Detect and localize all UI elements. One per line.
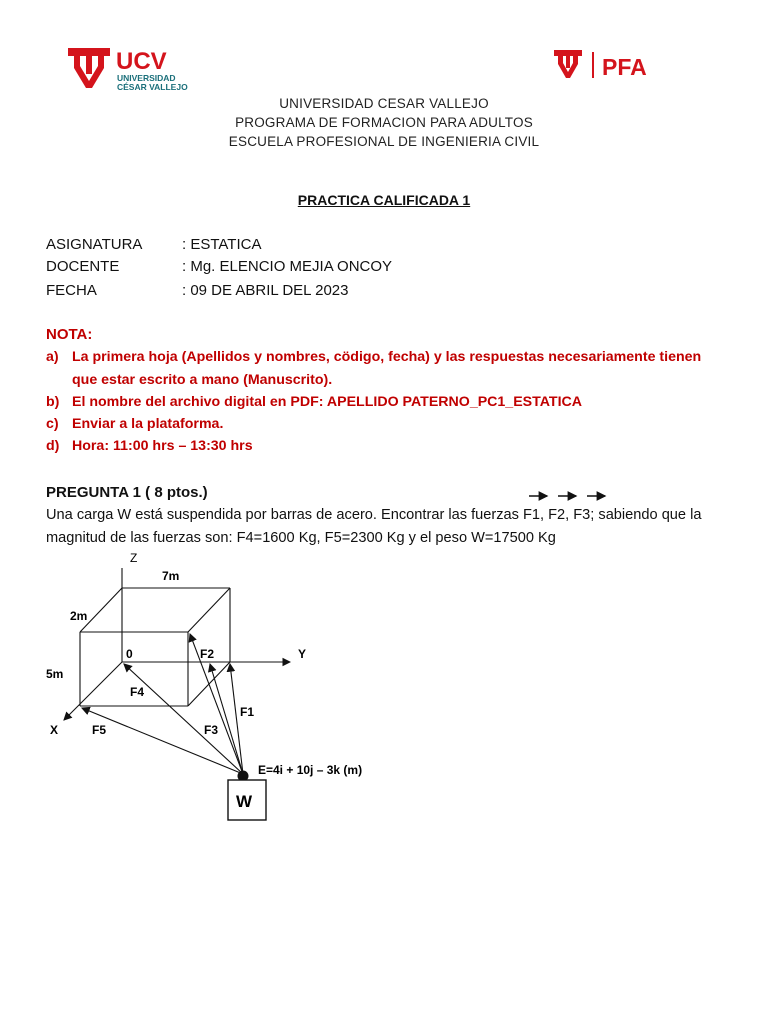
pfa-logo bbox=[552, 48, 672, 84]
info-value: : 09 DE ABRIL DEL 2023 bbox=[182, 282, 349, 299]
info-value: : Mg. ELENCIO MEJIA ONCOY bbox=[182, 258, 393, 275]
force-f2-line bbox=[210, 664, 243, 774]
force-f3-label: F3 bbox=[204, 723, 219, 737]
header-line-1: UNIVERSIDAD CESAR VALLEJO bbox=[279, 96, 489, 111]
nota-marker: d) bbox=[46, 438, 60, 454]
dim-7m-label: 7m bbox=[162, 569, 180, 583]
force-f5-line bbox=[82, 708, 243, 774]
nota-item-a-continued: que estar escrito a mano (Manuscrito). bbox=[72, 372, 333, 388]
info-value: : ESTATICA bbox=[182, 236, 262, 253]
x-axis-label: X bbox=[50, 723, 59, 737]
info-label: ASIGNATURA bbox=[46, 236, 143, 253]
nota-text: El nombre del archivo digital en PDF: APELLIDO PATERNO_PC1_ESTATICA bbox=[72, 394, 583, 410]
info-row-fecha bbox=[46, 282, 349, 299]
question-line-2: magnitud de las fuerzas son: F4=1600 Kg, F5=2300 Kg y el peso W=17500 Kg bbox=[46, 530, 556, 546]
nota-text: La primera hoja (Apellidos y nombres, cödigo, fecha) y las respuestas necesariamente tienen bbox=[72, 349, 702, 365]
nota-item-c bbox=[46, 416, 223, 432]
nota-marker: b) bbox=[46, 394, 60, 410]
info-label: DOCENTE bbox=[46, 258, 120, 275]
ucv-name-line1: UNIVERSIDAD bbox=[117, 73, 176, 83]
question-line-1: Una carga W está suspendida por barras de acero. Encontrar las fuerzas F1, F2, F3; sabiendo que la bbox=[46, 507, 702, 523]
nota-marker: c) bbox=[46, 416, 59, 432]
pfa-divider bbox=[592, 52, 594, 78]
info-row-docente bbox=[46, 258, 392, 275]
header-line-3: ESCUELA PROFESIONAL DE INGENIERIA CIVIL bbox=[228, 134, 540, 149]
x-axis-line bbox=[64, 662, 122, 720]
force-f4-line bbox=[124, 664, 243, 774]
ucv-logo bbox=[66, 44, 196, 96]
statics-diagram bbox=[0, 548, 768, 838]
nota-text: Enviar a la plataforma. bbox=[72, 416, 224, 432]
dim-2m-label: 2m bbox=[70, 609, 88, 623]
force-f4-label: F4 bbox=[130, 685, 145, 699]
ucv-shield-icon bbox=[68, 48, 110, 88]
point-e-label: E=4i + 10j – 3k (m) bbox=[258, 763, 363, 777]
origin-label: 0 bbox=[126, 647, 133, 661]
question-heading: PREGUNTA 1 ( 8 ptos.) bbox=[46, 484, 208, 501]
pfa-text: PFA bbox=[602, 54, 647, 80]
z-axis-label: Z bbox=[130, 551, 138, 565]
box-edge bbox=[188, 588, 230, 632]
page-title: PRACTICA CALIFICADA 1 bbox=[297, 192, 471, 208]
nota-item-b bbox=[46, 394, 582, 410]
nota-item-a bbox=[46, 349, 701, 365]
pfa-shield-icon bbox=[554, 50, 582, 78]
force-f5-label: F5 bbox=[92, 723, 107, 737]
info-label: FECHA bbox=[46, 282, 97, 299]
nota-item-d bbox=[46, 438, 253, 454]
force-f2-label: F2 bbox=[200, 647, 215, 661]
nota-marker: a) bbox=[46, 349, 59, 365]
vector-arrows bbox=[520, 490, 620, 502]
nota-heading: NOTA: bbox=[46, 326, 93, 343]
force-f1-label: F1 bbox=[240, 705, 255, 719]
weight-label: W bbox=[236, 792, 253, 811]
ucv-name-line2: CÉSAR VALLEJO bbox=[117, 82, 188, 92]
info-row-asignatura bbox=[46, 236, 261, 253]
dim-5m-label: 5m bbox=[46, 667, 64, 681]
y-axis-label: Y bbox=[298, 647, 307, 661]
ucv-abbr: UCV bbox=[116, 48, 167, 75]
nota-text: Hora: 11:00 hrs – 13:30 hrs bbox=[72, 438, 253, 454]
header-line-2: PROGRAMA DE FORMACION PARA ADULTOS bbox=[235, 115, 533, 130]
